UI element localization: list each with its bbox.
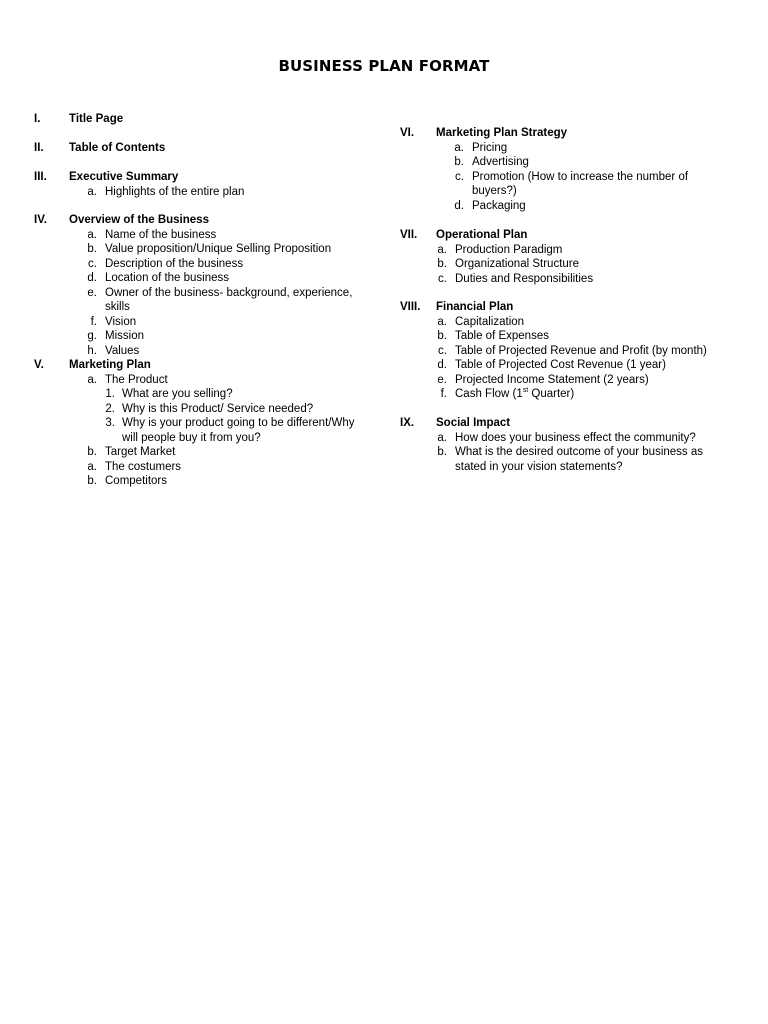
item-label: a. bbox=[454, 141, 464, 154]
item-text-continued: will people buy it from you? bbox=[122, 431, 261, 444]
item-label: b. bbox=[437, 446, 447, 458]
item-label: b. bbox=[87, 243, 97, 255]
item-text: Mission bbox=[105, 330, 144, 342]
item-text: Duties and Responsibilities bbox=[455, 272, 594, 285]
item-label: c. bbox=[88, 257, 97, 270]
item-label: d. bbox=[454, 199, 464, 212]
item-text: Projected Income Statement (2 years) bbox=[455, 373, 649, 386]
item-label: a. bbox=[87, 228, 97, 241]
item-label: b. bbox=[87, 475, 97, 487]
item-label: a. bbox=[87, 373, 97, 386]
item-label: e. bbox=[87, 286, 97, 299]
item-text: Target Market bbox=[105, 446, 176, 458]
item-label: d. bbox=[87, 272, 97, 284]
superscript: st bbox=[522, 387, 529, 395]
item-text: Capitalization bbox=[455, 315, 525, 328]
section-numeral: VII. bbox=[400, 229, 418, 241]
section-heading: Overview of the Business bbox=[69, 214, 209, 226]
item-label: b. bbox=[437, 330, 447, 342]
section-heading: Operational Plan bbox=[436, 229, 528, 241]
section-heading: Table of Contents bbox=[69, 142, 166, 154]
item-text: Competitors bbox=[105, 475, 167, 487]
item-label: d. bbox=[437, 359, 447, 371]
document-title: BUSINESS PLAN FORMAT bbox=[278, 57, 490, 75]
item-text: Table of Projected Cost Revenue (1 year) bbox=[455, 359, 666, 371]
item-text: Packaging bbox=[472, 199, 526, 212]
section-numeral: IV. bbox=[34, 214, 48, 226]
item-label: b. bbox=[454, 156, 464, 168]
item-text: Pricing bbox=[472, 141, 508, 154]
section-heading: Financial Plan bbox=[436, 301, 514, 313]
section-numeral: IX. bbox=[400, 417, 415, 429]
item-text: Promotion (How to increase the number of bbox=[472, 170, 689, 183]
item-label: h. bbox=[87, 344, 97, 357]
item-label: a. bbox=[437, 315, 447, 328]
item-text: Description of the business bbox=[105, 257, 244, 270]
section-numeral: V. bbox=[34, 359, 44, 371]
item-text: Cash Flow (1st Quarter) bbox=[455, 387, 575, 400]
item-text: The Product bbox=[105, 373, 168, 386]
item-text: The costumers bbox=[105, 460, 182, 473]
section-numeral: II. bbox=[34, 142, 44, 154]
item-label: 1. bbox=[105, 388, 115, 400]
item-label: a. bbox=[437, 431, 447, 444]
item-text: Highlights of the entire plan bbox=[105, 185, 245, 198]
item-text: Why is this Product/ Service needed? bbox=[122, 402, 314, 415]
item-text: What are you selling? bbox=[122, 388, 233, 400]
item-label: c. bbox=[455, 170, 464, 183]
item-label: e. bbox=[437, 373, 447, 386]
item-text: Production Paradigm bbox=[455, 243, 563, 256]
item-text: Values bbox=[105, 344, 140, 357]
section-heading: Marketing Plan Strategy bbox=[436, 127, 568, 139]
section-heading: Executive Summary bbox=[69, 171, 179, 183]
section-numeral: VI. bbox=[400, 127, 415, 139]
item-label: f. bbox=[440, 388, 447, 400]
item-label: 2. bbox=[105, 402, 115, 415]
item-text: How does your business effect the community? bbox=[455, 431, 696, 444]
item-label: b. bbox=[87, 446, 97, 458]
section-heading: Marketing Plan bbox=[69, 359, 151, 371]
item-label: f. bbox=[90, 315, 97, 328]
item-text: Vision bbox=[105, 315, 137, 328]
item-text-continued: buyers?) bbox=[472, 185, 517, 197]
item-text: What is the desired outcome of your business as bbox=[455, 446, 704, 458]
item-text: Name of the business bbox=[105, 228, 217, 241]
item-text: Table of Projected Revenue and Profit (by month) bbox=[455, 344, 707, 357]
item-label: b. bbox=[437, 258, 447, 270]
item-label: c. bbox=[438, 344, 447, 357]
item-text: Table of Expenses bbox=[455, 330, 549, 342]
item-text: Why is your product going to be different/Why bbox=[122, 417, 355, 429]
item-label: 3. bbox=[105, 417, 115, 429]
item-text: Value proposition/Unique Selling Proposition bbox=[105, 243, 332, 255]
item-text-continued: stated in your vision statements? bbox=[455, 460, 623, 473]
section-numeral: I. bbox=[34, 113, 41, 125]
item-label: c. bbox=[438, 272, 447, 285]
section-numeral: III. bbox=[34, 171, 47, 183]
item-text: Organizational Structure bbox=[455, 258, 580, 270]
item-text: Advertising bbox=[472, 156, 529, 168]
item-label: a. bbox=[87, 185, 97, 198]
section-heading: Social Impact bbox=[436, 417, 511, 429]
item-label: a. bbox=[87, 460, 97, 473]
item-label: g. bbox=[87, 330, 97, 342]
section-numeral: VIII. bbox=[400, 301, 421, 313]
item-text: Owner of the business- background, experience, bbox=[105, 286, 353, 299]
item-text: Location of the business bbox=[105, 272, 230, 284]
section-heading: Title Page bbox=[69, 113, 124, 125]
item-label: a. bbox=[437, 243, 447, 256]
item-text-continued: skills bbox=[105, 301, 130, 313]
